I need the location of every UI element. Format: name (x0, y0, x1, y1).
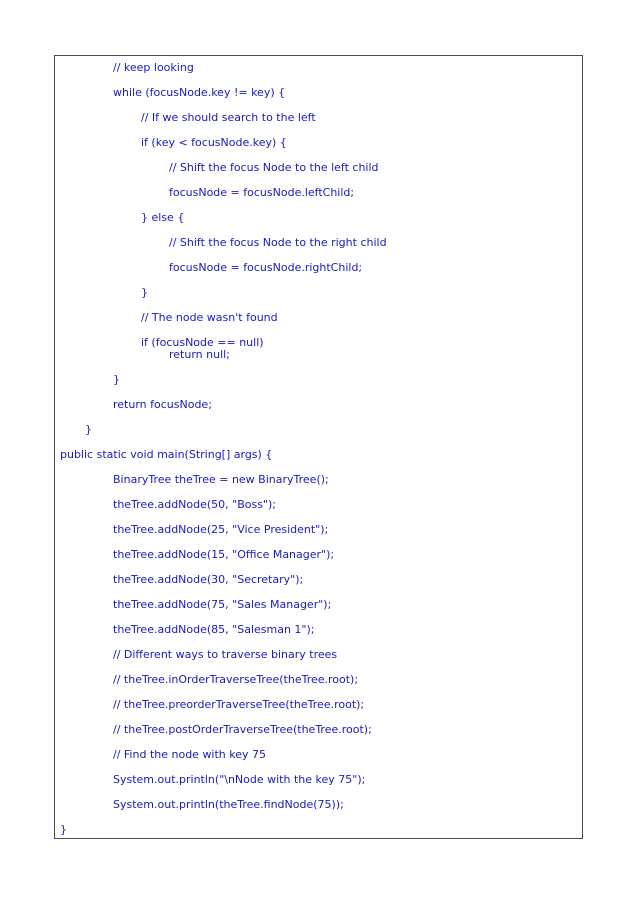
code-line: // theTree.postOrderTraverseTree(theTree.root); (113, 723, 372, 736)
code-line: focusNode = focusNode.leftChild; (169, 186, 355, 199)
code-line: // theTree.inOrderTraverseTree(theTree.root); (113, 673, 359, 686)
code-line: } (113, 373, 120, 386)
code-line: return null; (169, 348, 230, 361)
code-line: // Shift the focus Node to the left child (169, 161, 379, 174)
code-line: // theTree.preorderTraverseTree(theTree.root); (113, 698, 365, 711)
code-line: theTree.addNode(85, "Salesman 1"); (113, 623, 315, 636)
code-line: if (focusNode == null) (141, 336, 264, 349)
code-line: theTree.addNode(25, "Vice President"); (113, 523, 329, 536)
code-line: // If we should search to the left (141, 111, 316, 124)
code-line: theTree.addNode(50, "Boss"); (113, 498, 277, 511)
code-line: return focusNode; (113, 398, 212, 411)
code-line: BinaryTree theTree = new BinaryTree(); (113, 473, 329, 486)
code-line: // Different ways to traverse binary trees (113, 648, 338, 661)
code-line: } (85, 423, 92, 436)
code-line: theTree.addNode(75, "Sales Manager"); (113, 598, 332, 611)
code-listing-frame (54, 55, 583, 839)
code-line: // Find the node with key 75 (113, 748, 267, 761)
code-line: } (60, 823, 67, 836)
code-line: theTree.addNode(30, "Secretary"); (113, 573, 304, 586)
code-line: System.out.println(theTree.findNode(75)); (113, 798, 344, 811)
code-line: // Shift the focus Node to the right child (169, 236, 387, 249)
code-line: focusNode = focusNode.rightChild; (169, 261, 363, 274)
code-line: } (141, 286, 148, 299)
code-line: if (key < focusNode.key) { (141, 136, 287, 149)
code-line: public static void main(String[] args) { (60, 448, 273, 461)
code-line: // keep looking (113, 61, 194, 74)
code-line: System.out.println("\nNode with the key 75"); (113, 773, 366, 786)
code-line: while (focusNode.key != key) { (113, 86, 286, 99)
code-line: // The node wasn't found (141, 311, 278, 324)
code-line: theTree.addNode(15, "Office Manager"); (113, 548, 335, 561)
code-line: } else { (141, 211, 185, 224)
